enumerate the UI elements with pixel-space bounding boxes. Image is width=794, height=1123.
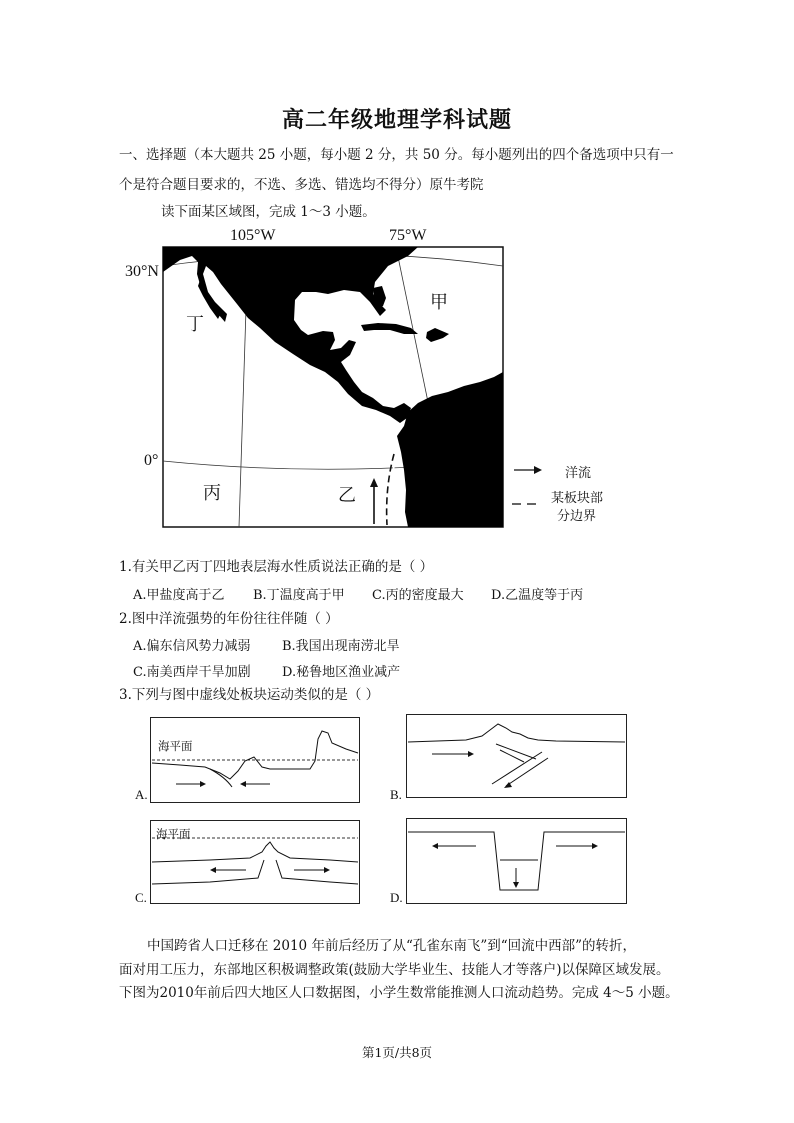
diagram-d [406, 818, 627, 904]
question-3-stem: 3.下列与图中虚线处板块运动类似的是（ ） [119, 687, 380, 703]
question-2-option-d: D.秘鲁地区渔业减产 [282, 665, 401, 680]
question-1-option-b: B.丁温度高于甲 [253, 588, 345, 603]
passage-line-1: 中国跨省人口迁移在 2010 年前后经历了从“孔雀东南飞”到“回流中西部”的转折， [147, 938, 637, 954]
label-105w: 105°W [230, 227, 276, 244]
diagram-b-label: B. [390, 787, 402, 802]
question-2-option-a: A.偏东信风势力减弱 [133, 639, 251, 654]
diagram-b [406, 714, 627, 798]
question-2-stem: 2.图中洋流强势的年份往往伴随（ ） [119, 611, 339, 627]
page-number-footer: 第1页/共8页 [361, 1045, 433, 1060]
diagram-a-label: A. [135, 787, 148, 802]
question-1-option-d: D.乙温度等于丙 [491, 588, 584, 603]
legend-boundary-label-1: 某板块部 [551, 491, 604, 506]
diagram-a [150, 717, 360, 803]
legend-boundary-label-2: 分边界 [557, 509, 597, 524]
intro-text: 读下面某区域图，完成 1～3 小题。 [161, 204, 376, 220]
question-1-option-a: A.甲盐度高于乙 [133, 588, 225, 603]
region-map [118, 222, 618, 532]
label-ding: 丁 [186, 314, 204, 335]
passage-line-2: 面对用工压力，东部地区积极调整政策(鼓励大学毕业生、技能人才等落户)以保障区域发展。 [119, 962, 670, 978]
question-1-stem: 1.有关甲乙丙丁四地表层海水性质说法正确的是（ ） [119, 559, 434, 575]
legend-current-label: 洋流 [565, 466, 592, 481]
diagram-c-sea-level-label: 海平面 [156, 827, 191, 841]
diagram-b-frame [407, 715, 627, 798]
label-bing: 丙 [203, 483, 221, 504]
legend-arrowhead [534, 466, 542, 474]
page-title: 高二年级地理学科试题 [281, 108, 512, 133]
diagram-c-label: C. [135, 890, 147, 905]
question-2-option-b: B.我国出现南涝北旱 [282, 639, 400, 654]
question-1-option-c: C.丙的密度最大 [372, 588, 464, 603]
diagram-a-sea-level-label: 海平面 [158, 739, 193, 753]
label-equator: 0° [144, 452, 159, 469]
section-heading-line-1: 一、选择题（本大题共 25 小题，每小题 2 分，共 50 分。每小题列出的四个备选项中只有一 [119, 147, 674, 163]
label-30n: 30°N [125, 263, 159, 280]
passage-line-3: 下图为2010年前后四大地区人口数据图，小学生数常能推测人口流动趋势。完成 4～5 小题。 [119, 985, 679, 1001]
label-yi: 乙 [338, 485, 356, 506]
label-jia: 甲 [430, 292, 448, 313]
label-75w: 75°W [389, 227, 427, 244]
section-heading-line-2: 个是符合题目要求的，不选、多选、错选均不得分）原牛考院 [119, 177, 484, 193]
diagram-d-frame [407, 819, 627, 904]
diagram-d-label: D. [390, 890, 403, 905]
question-2-option-c: C.南美西岸干旱加剧 [133, 665, 251, 680]
